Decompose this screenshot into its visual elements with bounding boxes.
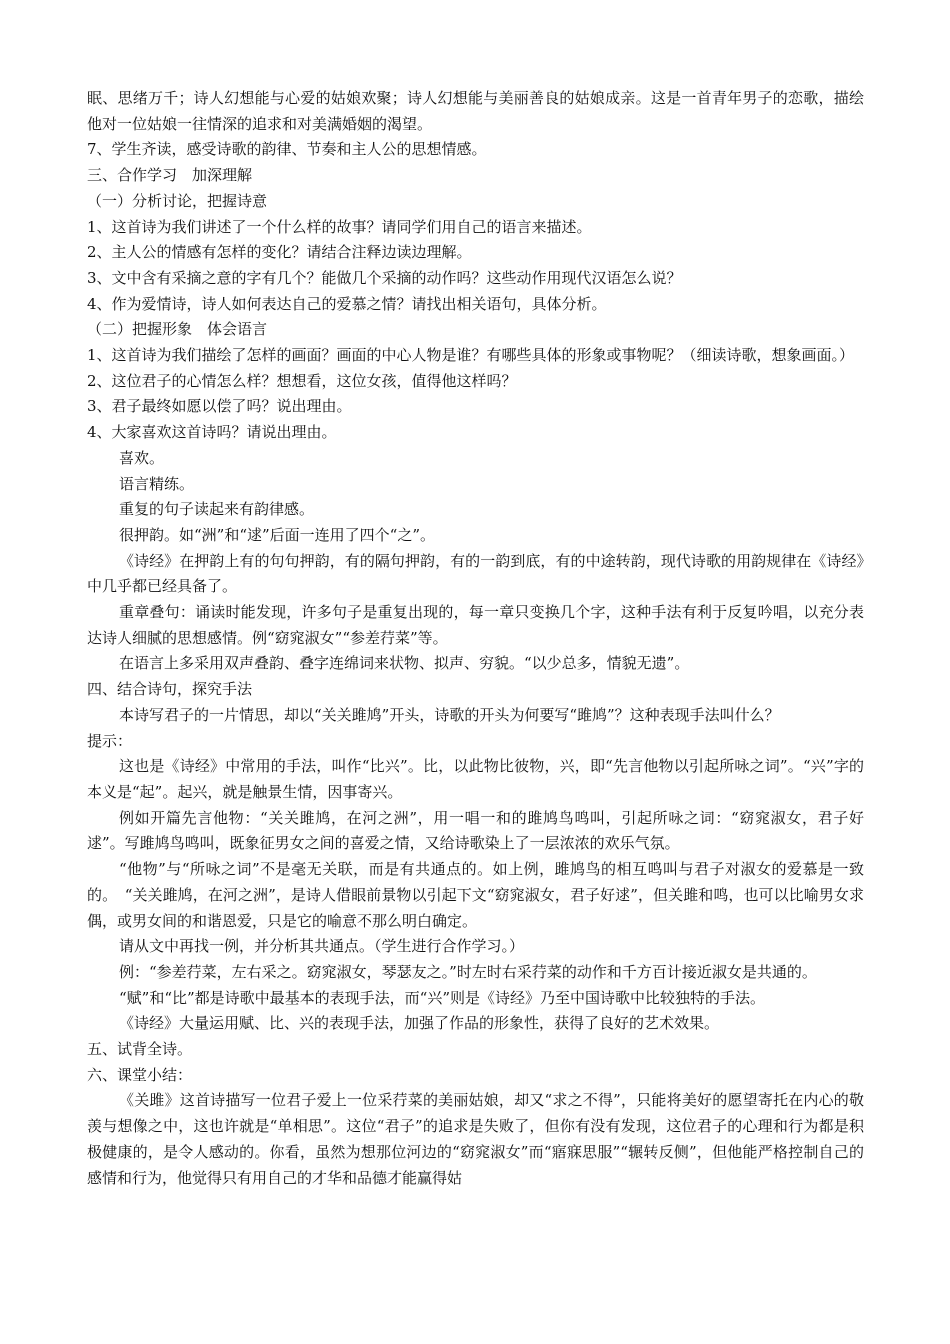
section-heading: 五、试背全诗。	[87, 1040, 193, 1059]
paragraph: 《诗经》大量运用赋、比、兴的表现手法，加强了作品的形象性，获得了良好的艺术效果。	[119, 1014, 720, 1033]
section-heading: 四、结合诗句，探究手法	[87, 680, 253, 699]
subsection-heading: （二）把握形象 体会语言	[87, 320, 268, 339]
paragraph: 《诗经》在押韵上有的句句押韵，有的隔句押韵，有的一韵到底，有的中途转韵，现代诗歌的用韵规律在《诗经》中几乎都已经具备了。	[87, 551, 864, 596]
paragraph: 例如开篇先言他物：“关关雎鸠，在河之洲”，用一唱一和的雎鸠鸟鸣叫，引起所咏之词：“窈窕淑女，君子好逑”。写雎鸠鸟鸣叫，既象征男女之间的喜爱之情，又给诗歌染上了一层浓浓的欢乐气氛。	[87, 808, 864, 853]
paragraph: 7、学生齐读，感受诗歌的韵律、节奏和主人公的思想情感。	[87, 140, 487, 159]
question-item: 2、主人公的情感有怎样的变化？请结合注释边读边理解。	[87, 243, 472, 262]
paragraph: 眠、思绪万千；诗人幻想能与心爱的姑娘欢聚；诗人幻想能与美丽善良的姑娘成亲。这是一首青年男子的恋歌，描绘他对一位姑娘一往情深的追求和对美满婚姻的渴望。	[87, 89, 864, 133]
question-item: 4、大家喜欢这首诗吗？请说出理由。	[87, 423, 337, 442]
section-heading: 六、课堂小结：	[87, 1065, 193, 1084]
paragraph: 本诗写君子的一片情思，却以“关关雎鸠”开头，诗歌的开头为何要写“雎鸠”？这种表现手法叫什么？	[119, 705, 780, 724]
question-item: 3、文中含有采摘之意的字有几个？能做几个采摘的动作吗？这些动作用现代汉语怎么说？	[87, 268, 682, 287]
answer-line: 喜欢。	[119, 448, 165, 467]
question-item: 1、这首诗为我们描绘了怎样的画面？画面的中心人物是谁？有哪些具体的形象或事物呢？（细读诗歌，想象画面。）	[87, 346, 855, 365]
answer-line: 重复的句子读起来有韵律感。	[119, 500, 315, 519]
answer-line: 语言精练。	[119, 474, 195, 493]
question-item: 4、作为爱情诗，诗人如何表达自己的爱慕之情？请找出相关语句，具体分析。	[87, 294, 607, 313]
paragraph: “他物”与“所咏之词”不是毫无关联，而是有共通点的。如上例，雎鸠鸟的相互鸣叫与君子对淑女的爱慕是一致的。 “关关雎鸠，在河之洲”，是诗人借眼前景物以引起下文“窈窕淑女，君子好逑”，但关雎和鸣，也可以比喻男女求偶，或男女间的和谐恩爱，只是它的喻意不那么明白确定。	[87, 860, 864, 930]
paragraph: 在语言上多采用双声叠韵、叠字连绵词来状物、拟声、穷貌。“以少总多，情貌无遗”。	[119, 654, 690, 673]
paragraph: “赋”和“比”都是诗歌中最基本的表现手法，而“兴”则是《诗经》乃至中国诗歌中比较独特的手法。	[119, 988, 766, 1007]
question-item: 3、君子最终如愿以偿了吗？说出理由。	[87, 397, 352, 416]
section-heading: 三、合作学习 加深理解	[87, 166, 253, 185]
paragraph: 请从文中再找一例，并分析其共通点。（学生进行合作学习。）	[119, 937, 525, 956]
paragraph: 重章叠句：诵读时能发现，许多句子是重复出现的，每一章只变换几个字，这种手法有利于反复吟唱，以充分表达诗人细腻的思想感情。例“窈窕淑女”“参差荇菜”等。	[87, 603, 864, 647]
paragraph: 例：“参差荇菜，左右采之。窈窕淑女，琴瑟友之。”时左时右采荇菜的动作和千方百计接近淑女是共通的。	[119, 962, 817, 981]
subsection-heading: （一）分析讨论，把握诗意	[87, 191, 268, 210]
answer-line: 很押韵。如“洲”和“逑”后面一连用了四个“之”。	[119, 525, 436, 544]
question-item: 2、这位君子的心情怎么样？想想看，这位女孩，值得他这样吗？	[87, 371, 517, 390]
paragraph: 《关雎》这首诗描写一位君子爱上一位采荇菜的美丽姑娘，却又“求之不得”，只能将美好的愿望寄托在内心的敬羡与想像之中，这也许就是“单相思”。这位“君子”的追求是失败了，但你有没有发现，这位君子的心理和行为都是积极健康的，是令人感动的。你看，虽然为想那位河边的“窈窕淑女”而“寤寐思服”“辗转反侧”，但他能严格控制自己的感情和行为，他觉得只有用自己的才华和品德才能赢得姑	[87, 1091, 864, 1187]
hint-label: 提示：	[87, 731, 133, 750]
paragraph: 这也是《诗经》中常用的手法，叫作“比兴”。比，以此物比彼物，兴，即“先言他物以引起所咏之词”。“兴”字的本义是“起”。起兴，就是触景生情，因事寄兴。	[87, 757, 864, 801]
question-item: 1、这首诗为我们讲述了一个什么样的故事？请同学们用自己的语言来描述。	[87, 217, 592, 236]
